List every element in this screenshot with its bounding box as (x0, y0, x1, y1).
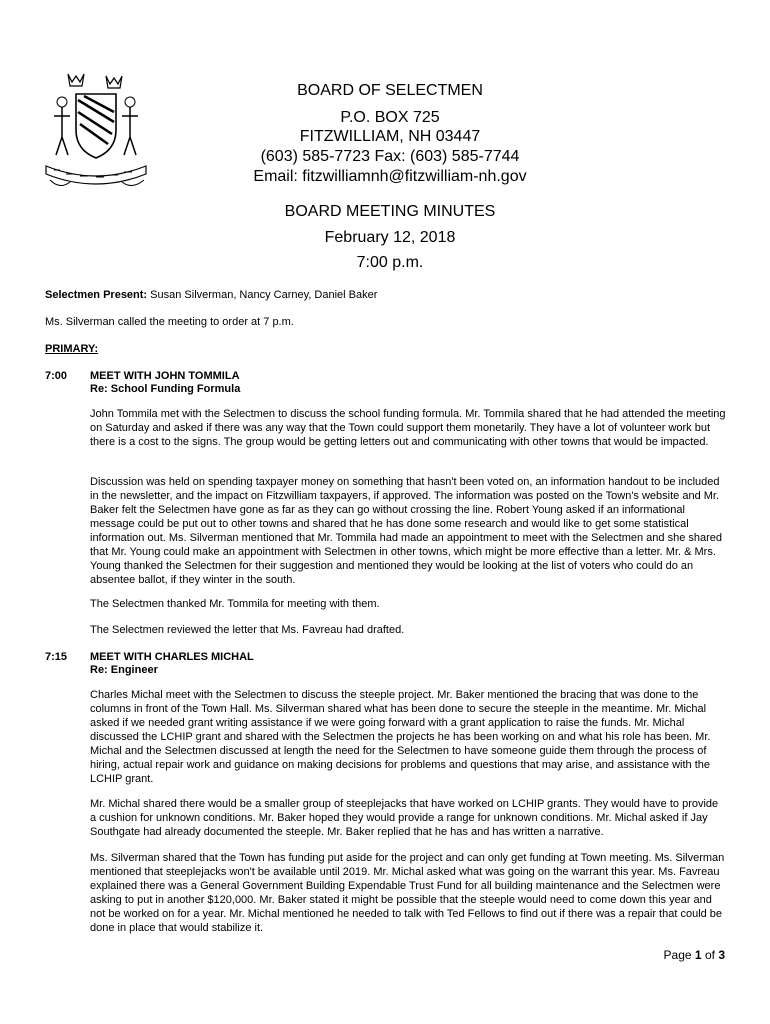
city-line: FITZWILLIAM, NH 03447 (299, 128, 481, 145)
paragraph: Ms. Silverman shared that the Town has funding put aside for the project and can only get funding at Town meeting. Ms. Silverman mentioned that steeplejacks won't be available until 2019. Mr. Michal asked what was going on the warrant this year. Ms. Favreau explained there was a General Government Building Expendable Trust Fund for all building maintenance and the Selectmen were asking to put in another $120,000. Mr. Baker stated it might be possible that the steeple would need to come down this year and not be worked on for a year. Mr. Michal mentioned he needed to talk with Ted Fellows to find out if there was a repair that could be done in place that would stabilize it. (90, 852, 725, 934)
town-seal-logo (40, 70, 152, 196)
po-box: P.O. BOX 725 (340, 109, 440, 126)
primary-heading: PRIMARY: (45, 343, 99, 355)
present-label: Selectmen Present: (45, 289, 148, 301)
call-to-order: Ms. Silverman called the meeting to order at 7 p.m. (45, 316, 294, 328)
paragraph: Mr. Michal shared there would be a smaller group of steeplejacks that have worked on LCHIP grants. They would have to provide a cushion for unknown conditions. Mr. Baker hoped they would provide a range for unknown conditions. Mr. Michal asked if Jay Southgate had already documented the steeple. Mr. Baker replied that he has and has written a narrative. (90, 798, 719, 838)
item-time: 7:00 (45, 370, 68, 382)
board-title: BOARD OF SELECTMEN (297, 82, 483, 99)
item-title: MEET WITH JOHN TOMMILA (90, 370, 240, 382)
document-title: BOARD MEETING MINUTES (284, 203, 496, 220)
item-time: 7:15 (45, 651, 68, 663)
paragraph: The Selectmen thanked Mr. Tommila for meeting with them. (90, 598, 380, 610)
item-subject: Re: Engineer (90, 664, 158, 676)
paragraph: Charles Michal meet with the Selectmen to discuss the steeple project. Mr. Baker mentioned the bracing that was done to the columns in front of the Town Hall. Ms. Silverman shared what has been done to secure the steeple in the meantime. Mr. Michal asked if we needed grant writing assistance if we were going forward with a grant application to raise the funds. Mr. Michal discussed the LCHIP grant and shared with the Selectmen the projects he has been working on and what his role has been. Mr. Michal and the Selectmen discussed at length the need for the Selectmen to have someone guide them through the process of hiring, actual repair work and guidance on making decisions for problems and questions that may arise, and assistance with the LCHIP grant. (90, 689, 711, 785)
meeting-time: 7:00 p.m. (356, 254, 424, 271)
present-names: Susan Silverman, Nancy Carney, Daniel Baker (150, 289, 378, 301)
paragraph: The Selectmen reviewed the letter that Ms. Favreau had drafted. (90, 624, 405, 636)
paragraph: John Tommila met with the Selectmen to discuss the school funding formula. Mr. Tommila shared that he had attended the meeting on Saturday and asked if there was any way that the Town could support them monetarily. They have a lot of volunteer work but there is a cost to the signs. The group would be getting letters out and communicating with other towns that would be impacted. (90, 408, 726, 448)
email-line: Email: fitzwilliamnh@fitzwilliam-nh.gov (253, 168, 527, 185)
paragraph: Discussion was held on spending taxpayer money on something that hasn't been voted on, an information handout to be included in the newsletter, and the impact on Fitzwilliam taxpayers, if approved. The information was posted on the Town's website and Mr. Baker felt the Selectmen have gone as far as they can go without crossing the line. Robert Young asked if an informational message could be put out to other towns and shared that he has done some research and would like to get some statistical information out. Ms. Silverman mentioned that Mr. Tommila had made an appointment to meet with the Selectmen and she shared that Mr. Young could make an appointment with Selectmen in other towns, which might be more effective than a letter. Mr. & Mrs. Young thanked the Selectmen for their suggestion and mentioned they would be looking at the list of voters who could do an absentee ballot, if they winter in the south. (90, 476, 723, 586)
page-number: Page 1 of 3 (663, 948, 725, 962)
item-title: MEET WITH CHARLES MICHAL (90, 651, 254, 663)
present-line (45, 288, 377, 302)
meeting-date: February 12, 2018 (324, 229, 456, 246)
item-subject: Re: School Funding Formula (90, 383, 241, 395)
phone-fax: (603) 585-7723 Fax: (603) 585-7744 (260, 148, 520, 165)
